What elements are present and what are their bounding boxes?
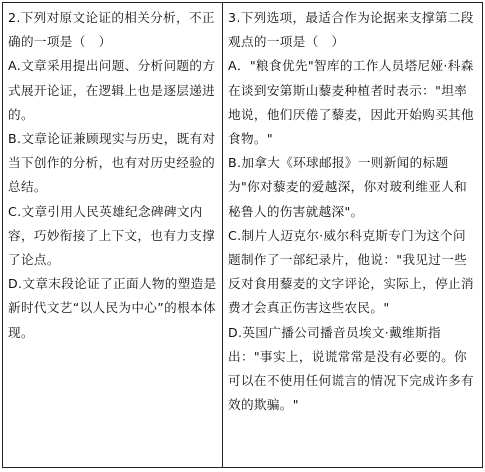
question-2-stem: 2.下列对原文论证的相关分析，不正确的一项是（ ） bbox=[8, 10, 215, 50]
question-3-option-d: D.英国广播公司播音员埃文·戴维斯指出："事实上，说谎常常是没有必要的。你可以在不使用任何谎言的情况下完成许多有效的欺骗。" bbox=[228, 324, 474, 413]
question-3-cell bbox=[223, 3, 482, 467]
question-3-stem: 3.下列选项，最适合作为论据来支撑第二段观点的一项是（ ） bbox=[228, 10, 474, 50]
question-2-option-c: C.文章引用人民英雄纪念碑碑文内容，巧妙衔接了上下文，也有力支撑了论点。 bbox=[8, 203, 216, 268]
question-3-option-b: B.加拿大《环球邮报》一则新闻的标题为"你对藜麦的爱越深，你对玻利维亚人和秘鲁人的伤害就越深"。 bbox=[228, 155, 468, 219]
question-2-option-a: A.文章采用提出问题、分析问题的方式展开论证，在逻辑上也是逐层递进的。 bbox=[8, 58, 216, 122]
question-2-cell bbox=[3, 3, 223, 467]
question-2-option-b: B.文章论证兼顾现实与历史，既有对当下创作的分析，也有对历史经验的总结。 bbox=[8, 131, 216, 195]
question-3-option-a: A．"粮食优先"智库的工作人员塔尼娅·科森在谈到安第斯山藜麦种植者时表示："坦率地说，他们厌倦了藜麦，因此开始购买其他食物。" bbox=[228, 58, 474, 147]
question-3-option-c: C.制片人迈克尔·威尔科克斯专门为这个问题制作了一部纪录片，他说："我见过一些反对食用藜麦的文字评论，实际上，停止消费才会真正伤害这些农民。" bbox=[228, 227, 474, 316]
question-2-option-d: D.文章末段论证了正面人物的塑造是新时代文艺“以人民为中心”的根本体现。 bbox=[8, 276, 217, 340]
question-table bbox=[2, 2, 483, 468]
